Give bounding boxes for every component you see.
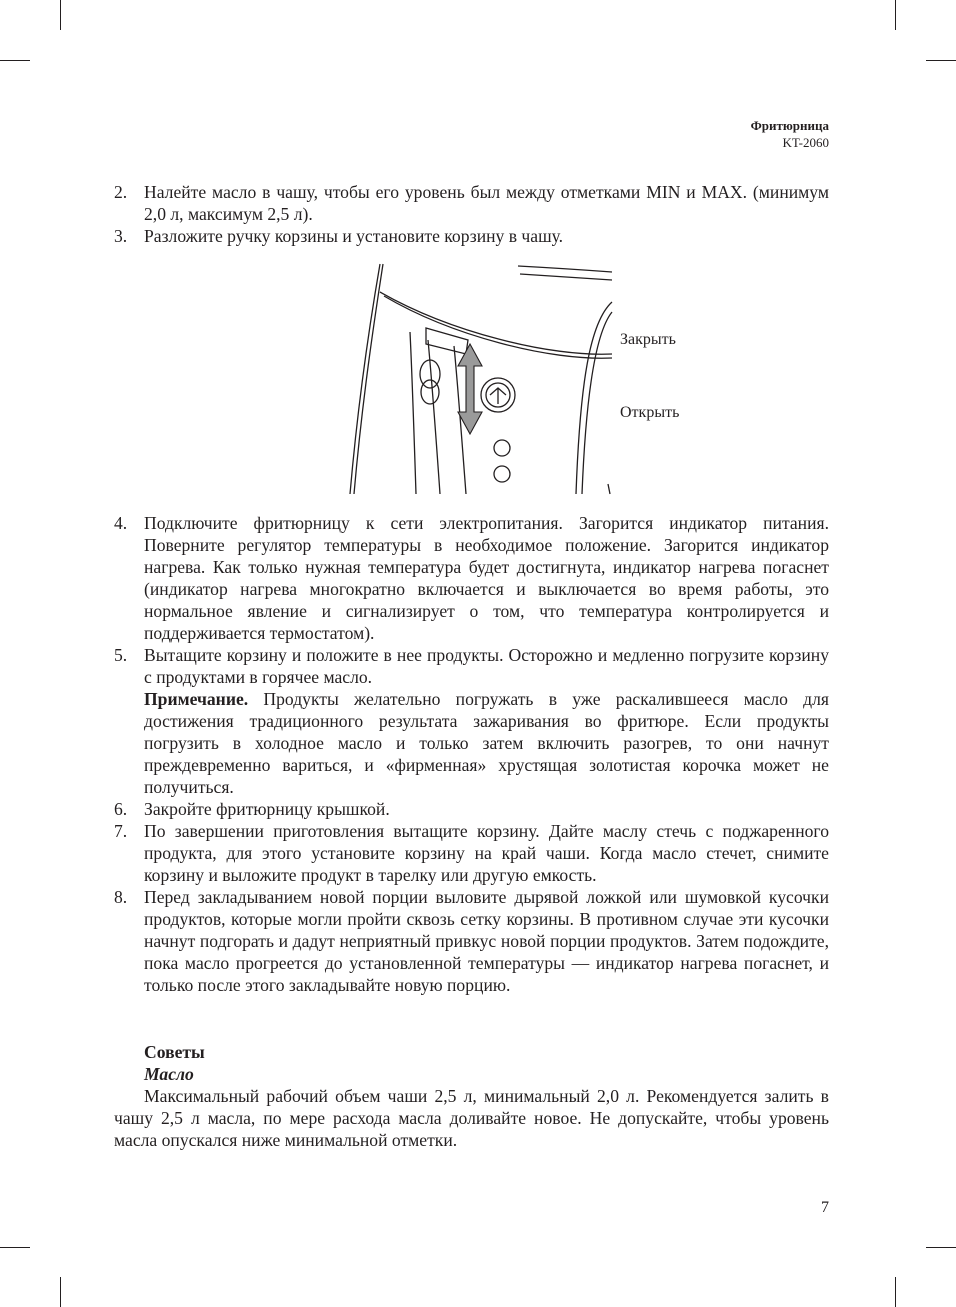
step-text: Вытащите корзину и положите в нее продукты. Осторожно и медленно погрузите корзину с продуктами в горячее масло. bbox=[144, 645, 829, 687]
step-text: Закройте фритюрницу крышкой. bbox=[144, 799, 390, 819]
crop-mark-bottom-right-h bbox=[926, 1247, 956, 1248]
step-text: Налейте масло в чашу, чтобы его уровень был между отметками MIN и MAX. (минимум 2,0 л, максимум 2,5 л). bbox=[144, 182, 829, 224]
crop-mark-bottom-right-v bbox=[895, 1277, 896, 1307]
step-item bbox=[114, 181, 829, 225]
step-item bbox=[114, 225, 829, 247]
step-number: 2. bbox=[114, 182, 128, 202]
page-header bbox=[751, 117, 829, 151]
open-close-arrow-icon bbox=[458, 344, 482, 434]
crop-mark-top-left-v bbox=[60, 0, 61, 30]
tips-heading: Советы bbox=[144, 1042, 205, 1062]
step-item bbox=[114, 512, 829, 644]
step-note bbox=[144, 688, 829, 798]
tips-subheading: Масло bbox=[144, 1064, 194, 1084]
step-number: 3. bbox=[114, 226, 128, 246]
step-text: Разложите ручку корзины и установите корзину в чашу. bbox=[144, 226, 564, 246]
step-item bbox=[114, 886, 829, 996]
fryer-illustration-drawing bbox=[340, 262, 700, 496]
page-number: 7 bbox=[821, 1199, 829, 1216]
crop-mark-top-right-h bbox=[926, 60, 956, 61]
label-open: Открыть bbox=[620, 404, 680, 421]
fryer-lid-illustration bbox=[340, 262, 700, 496]
label-close: Закрыть bbox=[620, 331, 676, 348]
step-text: Перед закладыванием новой порции выловите дырявой ложкой или шумовкой кусочки продуктов, которые могли пройти сквозь сетку корзины. В противном случае эти кусочки начнут подгорать и дадут неприятный привкус новой порции продуктов. Затем подождите, пока масло прогреется до установленной температуры — индикатор нагрева погаснет, и только после этого закладывайте новую порцию. bbox=[144, 887, 829, 995]
note-text: Продукты желательно погружать в уже раскалившееся масло для достижения традиционного результата зажаривания во фритюре. Если продукты погрузить в холодное масло и только затем включить разогрев, то они начнут преждевременно вариться, и «фирменная» хрустящая золотистая корочка может не получиться. bbox=[144, 689, 829, 797]
note-label: Примечание. bbox=[144, 689, 249, 709]
step-text: По завершении приготовления вытащите корзину. Дайте маслу стечь с поджаренного продукта, для этого установите корзину на край чаши. Когда масло стечет, снимите корзину и выложите продукт в тарелку или другую емкость. bbox=[144, 821, 829, 885]
step-number: 6. bbox=[114, 799, 128, 819]
model-number: KT-2060 bbox=[782, 135, 829, 150]
step-number: 7. bbox=[114, 821, 128, 841]
crop-mark-top-right-v bbox=[895, 0, 896, 30]
product-name: Фритюрница bbox=[750, 118, 829, 133]
step-number: 4. bbox=[114, 513, 128, 533]
step-number: 8. bbox=[114, 887, 128, 907]
crop-mark-bottom-left-h bbox=[0, 1247, 30, 1248]
tips-section bbox=[114, 1041, 829, 1151]
tips-text: Максимальный рабочий объем чаши 2,5 л, минимальный 2,0 л. Рекомендуется залить в чашу 2,5 л масла, по мере расхода масла доливайте новое. Не допускайте, чтобы уровень масла опускался ниже минимальной отметки. bbox=[114, 1086, 829, 1150]
step-number: 5. bbox=[114, 645, 128, 665]
step-item bbox=[114, 644, 829, 798]
step-text: Подключите фритюрницу к сети электропитания. Загорится индикатор питания. Поверните регулятор температуры в необходимое положение. Загорится индикатор нагрева. Как только нужная температура будет достигнута, индикатор нагрева погаснет (индикатор нагрева многократно включается и выключается во время работы, это нормальное явление и сигнализирует о том, что температура контролируется и поддерживается термостатом). bbox=[144, 513, 829, 643]
crop-mark-bottom-left-v bbox=[60, 1277, 61, 1307]
crop-mark-top-left-h bbox=[0, 60, 30, 61]
step-item bbox=[114, 798, 829, 820]
step-item bbox=[114, 820, 829, 886]
instruction-list-top bbox=[114, 181, 829, 247]
instruction-list-bottom bbox=[114, 512, 829, 996]
